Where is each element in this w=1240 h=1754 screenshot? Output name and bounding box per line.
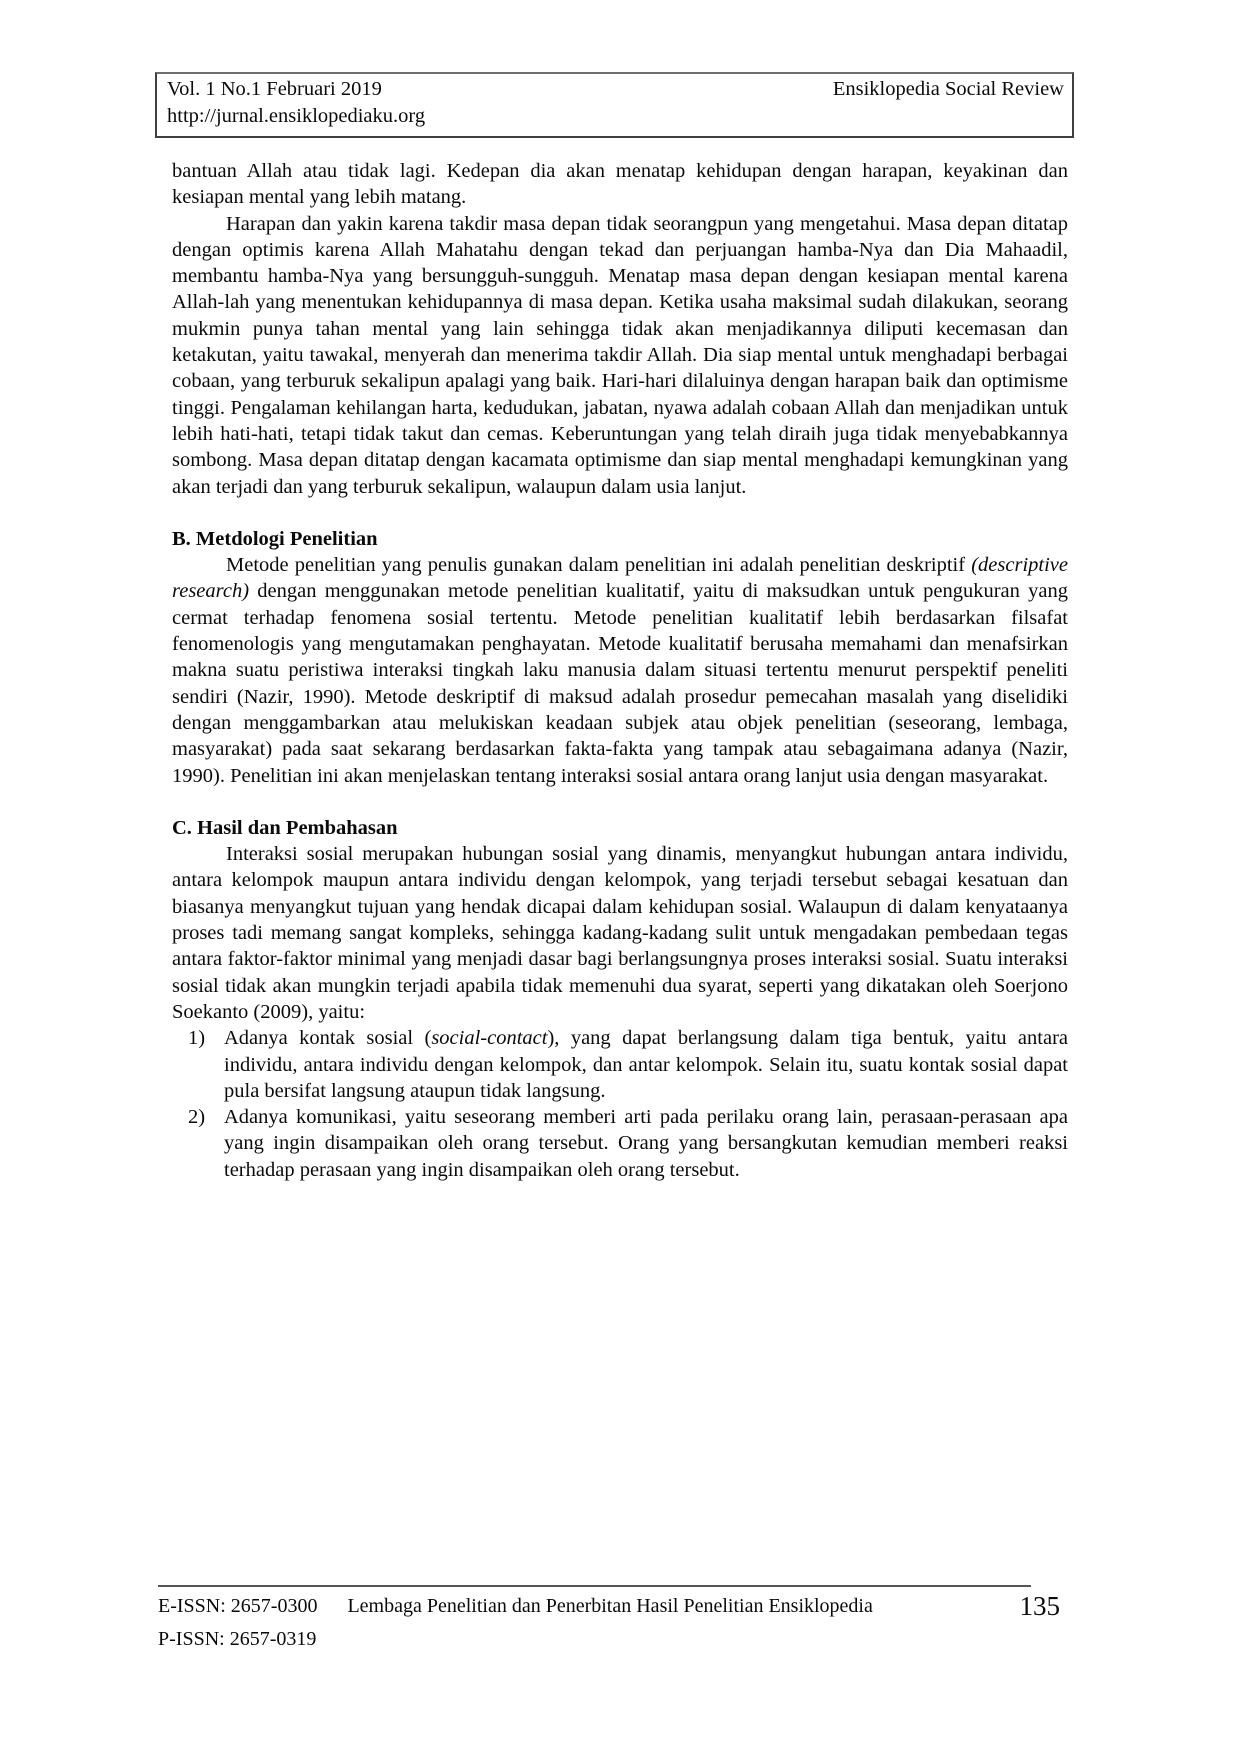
list-number-1: 1) bbox=[188, 1027, 206, 1050]
section-heading-results: C. Hasil dan Pembahasan bbox=[172, 816, 398, 839]
paragraph-future-outlook: Harapan dan yakin karena takdir masa depan tidak seorangpun yang mengetahui. Masa depan ditatap dengan optimis karena Allah Mahatahu dengan tekad dan perjuangan hamba-Nya dan Dia Mahaadil, membantu hamba-Nya yang bersungguh-sungguh. Menatap masa depan dengan kesiapan mental karena Allah-lah yang menentukan kehidupannya di masa depan. Ketika usaha maksimal sudah dilakukan, seorang mukmin punya tahan mental yang lain sehingga tidak akan menjadikannya diliputi kecemasan dan ketakutan, yaitu tawakal, menyerah dan menerima takdir Allah. Dia siap mental untuk menghadapi berbagai cobaan, yang terburuk sekalipun apalagi yang baik. Hari-hari dilaluinya dengan harapan baik dan optimisme tinggi. Pengalaman kehilangan harta, kedudukan, jabatan, nyawa adalah cobaan Allah dan menjadikan untuk lebih hati-hati, tetapi tidak takut dan cemas. Keberuntungan yang telah diraih juga tidak menyebabkannya sombong. Masa depan ditatap dengan kacamata optimisme dan siap mental menghadapi kemungkinan yang akan terjadi dan yang terburuk sekalipun, walaupun dalam usia lanjut. bbox=[172, 212, 1068, 498]
footer-divider bbox=[158, 1585, 1031, 1587]
journal-header bbox=[155, 72, 1074, 138]
header-journal-title: Ensiklopedia Social Review bbox=[832, 78, 1064, 100]
paragraph-results-intro: Interaksi sosial merupakan hubungan sosial yang dinamis, menyangkut hubungan antara individu, antara kelompok maupun antara individu dengan kelompok, yang terjadi tersebut sebagai kesatuan dan biasanya menyangkut tujuan yang hendak dicapai dalam kehidupan sosial. Walaupun di dalam kenyataanya proses tadi memang sangat kompleks, sehingga kadang-kadang sulit untuk mengadakan pembedaan tegas antara faktor-faktor minimal yang menjadi dasar bagi berlangsungnya proses interaksi sosial. Suatu interaksi sosial tidak akan mungkin terjadi apabila tidak memenuhi dua syarat, seperti yang dikatakan oleh Soerjono Soekanto (2009), yaitu: bbox=[172, 843, 1068, 1023]
page-number: 135 bbox=[1019, 1591, 1060, 1621]
list-text-1 bbox=[224, 1025, 1068, 1104]
page-footer bbox=[158, 1585, 1068, 1652]
list1-text-part2: ), yang dapat berlangsung dalam tiga bentuk, yaitu antara individu, antara individu dengan kelompok, dan antar kelompok. Selain itu, suatu kontak sosial dapat pula bersifat langsung ataupun tidak langsung. bbox=[224, 1027, 1068, 1102]
methodology-text-part2: dengan menggunakan metode penelitian kualitatif, yaitu di maksudkan untuk pengukuran yang cermat terhadap fenomena sosial tertentu. Metode penelitian kualitatif lebih berdasarkan filsafat fenomenologis yang mengutamakan penghayatan. Metode kualitatif berusaha memahami dan menafsirkan makna suatu peristiwa interaksi tingkah laku manusia dalam situasi tertentu menurut perspektif peneliti sendiri (Nazir, 1990). Metode deskriptif di maksud adalah prosedur pemecahan masalah yang diselidiki dengan menggambarkan atau melukiskan keadaan subjek atau objek penelitian (seseorang, lembaga, masyarakat) pada saat sekarang berdasarkan fakta-fakta yang tampak atau sebagaimana adanya (Nazir, 1990). Penelitian ini akan menjelaskan tentang interaksi sosial antara orang lanjut usia dengan masyarakat. bbox=[172, 580, 1068, 787]
list2-text: Adanya komunikasi, yaitu seseorang memberi arti pada perilaku orang lain, perasaan-perasaan apa yang ingin disampaikan oleh orang tersebut. Orang yang bersangkutan kemudian memberi reaksi terhadap perasaan yang ingin disampaikan oleh orang tersebut. bbox=[224, 1106, 1068, 1181]
methodology-italic-term: (descriptive research) bbox=[172, 554, 1068, 603]
list-number-2: 2) bbox=[188, 1106, 206, 1129]
list1-text-part1: Adanya kontak sosial ( bbox=[224, 1027, 432, 1050]
list-item-social-contact bbox=[172, 1025, 1068, 1104]
header-volume-issue: Vol. 1 No.1 Februari 2019 bbox=[167, 78, 382, 100]
list1-italic-term: social-contact bbox=[431, 1027, 548, 1050]
list-item-communication bbox=[172, 1104, 1068, 1183]
paragraph-continuation: bantuan Allah atau tidak lagi. Kedepan dia akan menatap kehidupan dengan harapan, keyakinan dan kesiapan mental yang lebih matang. bbox=[172, 160, 1068, 209]
article-body bbox=[172, 158, 1068, 1183]
footer-pissn: P-ISSN: 2657-0319 bbox=[158, 1628, 317, 1650]
header-journal-url: http://jurnal.ensiklopediaku.org bbox=[167, 105, 426, 127]
footer-line-1 bbox=[158, 1593, 1068, 1619]
methodology-text-part1: Metode penelitian yang penulis gunakan dalam penelitian ini adalah penelitian deskriptif bbox=[226, 554, 972, 577]
footer-line-2 bbox=[158, 1626, 1068, 1652]
footer-organization: Lembaga Penelitian dan Penerbitan Hasil Penelitian Ensiklopedia bbox=[347, 1595, 873, 1617]
footer-eissn: E-ISSN: 2657-0300 bbox=[158, 1595, 318, 1617]
paragraph-methodology bbox=[172, 552, 1068, 789]
section-heading-methodology: B. Metdologi Penelitian bbox=[172, 527, 378, 550]
list-text-2 bbox=[224, 1104, 1068, 1183]
